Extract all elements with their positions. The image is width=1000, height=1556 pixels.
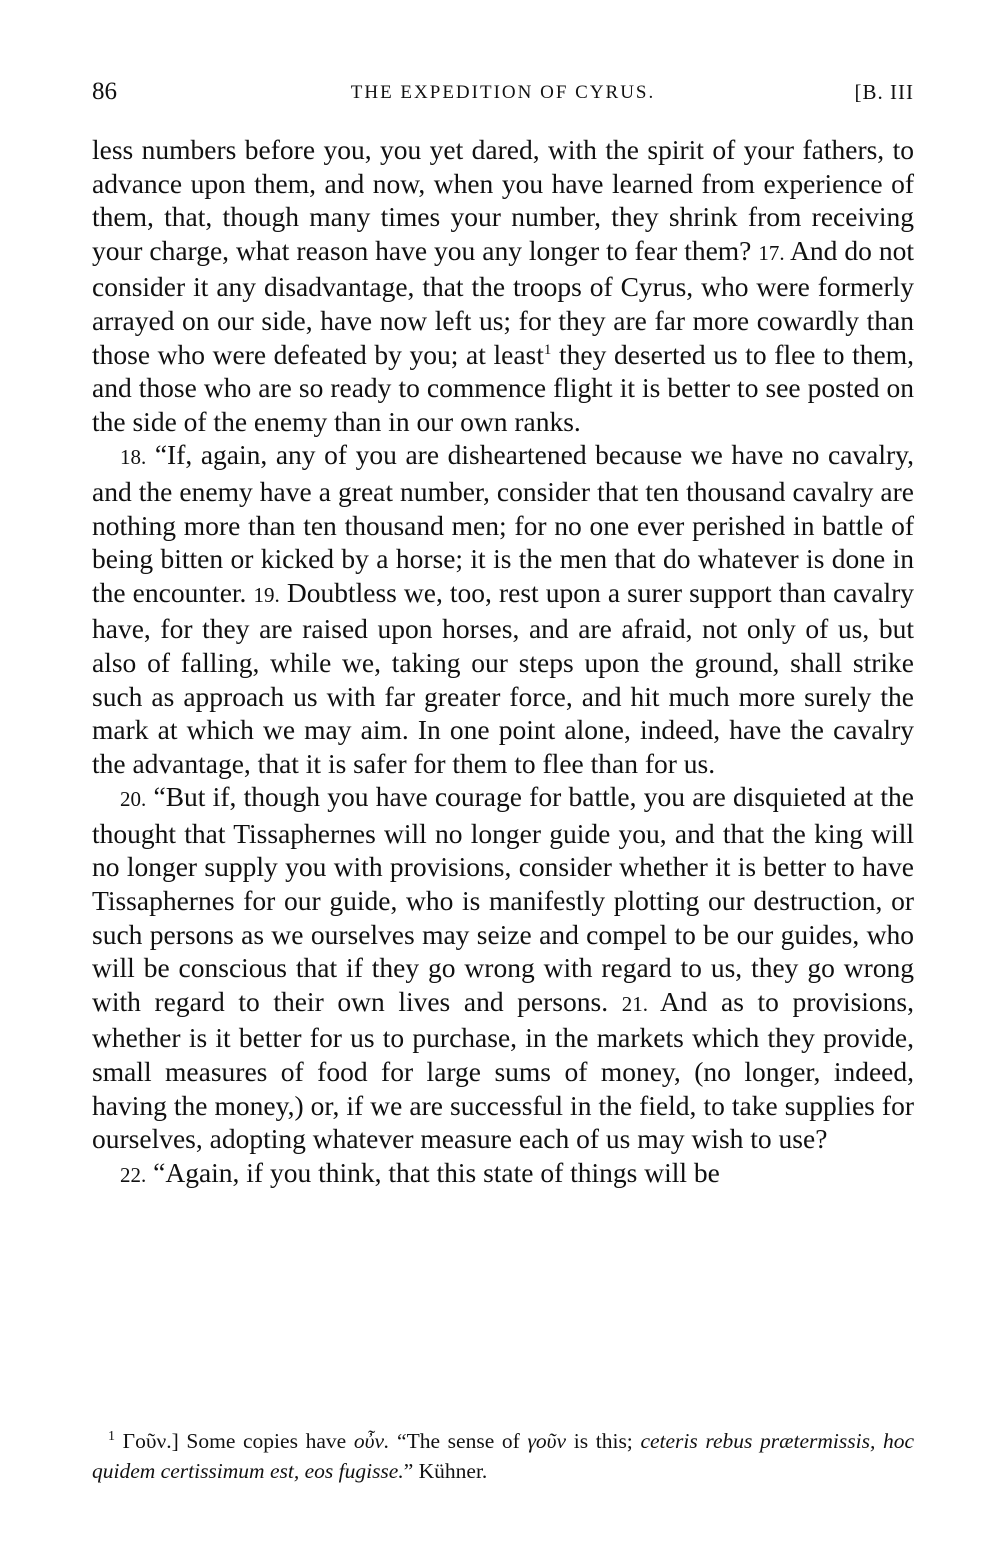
- footnote-text: Γοῦν.] Some copies have: [122, 1429, 347, 1453]
- section-number-18: 18.: [120, 445, 147, 470]
- footnote-mark: 1: [108, 1428, 115, 1444]
- footnote-latin-quote: ceteris rebus prætermissis, hoc quidem certissimum est, eos fugisse.: [92, 1429, 915, 1483]
- text-run: “Again, if you think, that this state of things will be: [153, 1156, 720, 1188]
- footnote-attribution: ” Kühner.: [403, 1459, 488, 1483]
- paragraph-continued: [92, 133, 914, 438]
- text-run: And do not consider it any disadvantage, that the troops of Cyrus, who were formerly arrayed on our side, have now left us; for they are far more cowardly than those who were defeated by you; at least: [92, 234, 914, 370]
- text-run: Doubtless we, too, rest upon a surer support than cavalry have, for they are raised upon horses, and are afraid, not only of us, but also of falling, while we, taking our steps upon the ground, shall strike such as approach us with far greater force, and hit much more surely the mark at which we may aim. In one point alone, indeed, have the cavalry the advantage, that it is safer for them to flee than for us.: [92, 576, 915, 779]
- footnote-text: “The sense of: [397, 1429, 520, 1453]
- section-number-20: 20.: [120, 787, 147, 812]
- text-run: “If, again, any of you are disheartened because we have no cavalry, and the enemy have a great number, consider that ten thousand cavalry are nothing more than ten thousand men; for no one ever perished in battle of being bitten or kicked by a horse; it is the men that do whatever is done in the encounter.: [92, 439, 915, 608]
- footnote-greek: γοῦν: [527, 1429, 567, 1453]
- body-text: [92, 133, 914, 1192]
- text-run: And as to provisions, whether is it better for us to purchase, in the markets which they provide, small measures of food for large sums of money, (no longer, indeed, having the money,) or, if we are successful in the field, to take supplies for ourselves, adopting whatever measure each of us may wish to use?: [92, 985, 915, 1155]
- footnote: [92, 1426, 914, 1486]
- footnote-reference: 1: [543, 341, 552, 358]
- section-number-17: 17.: [758, 240, 785, 265]
- section-number-19: 19.: [253, 582, 280, 607]
- section-number-22: 22.: [120, 1162, 147, 1187]
- footnote-paragraph: [92, 1426, 914, 1486]
- text-run: they deserted us to flee to them, and those who are so ready to commence flight it is better to see posted on the side of the enemy than in our own ranks.: [92, 338, 914, 437]
- page-number: 86: [92, 78, 117, 105]
- text-run: less numbers before you, you yet dared, with the spirit of your fathers, to advance upon them, and now, when you have learned from experience of them, that, though many times your number, they shrink from receiving your charge, what reason have you any longer to fear them?: [92, 134, 914, 266]
- paragraph-20: [92, 780, 914, 1156]
- paragraph-18: [92, 438, 914, 780]
- footnote-greek: οὖν.: [353, 1429, 390, 1453]
- text-run: “But if, though you have courage for battle, you are disquieted at the thought that Tissaphernes will no longer guide you, and that the king will no longer supply you with provisions, consider whether it is better to have Tissaphernes for our guide, who is manifestly plotting our destruction, or such persons as we ourselves may seize and compel to be our guides, who will be conscious that if they go wrong with regard to us, they go wrong with regard to their own lives and persons.: [92, 781, 914, 1017]
- section-number-21: 21.: [621, 991, 648, 1016]
- footnote-text: is this;: [573, 1429, 633, 1453]
- book-reference: [B. III: [854, 80, 914, 104]
- paragraph-22: [92, 1156, 914, 1193]
- running-title: THE EXPEDITION OF CYRUS.: [350, 82, 656, 103]
- page-header: [92, 78, 914, 112]
